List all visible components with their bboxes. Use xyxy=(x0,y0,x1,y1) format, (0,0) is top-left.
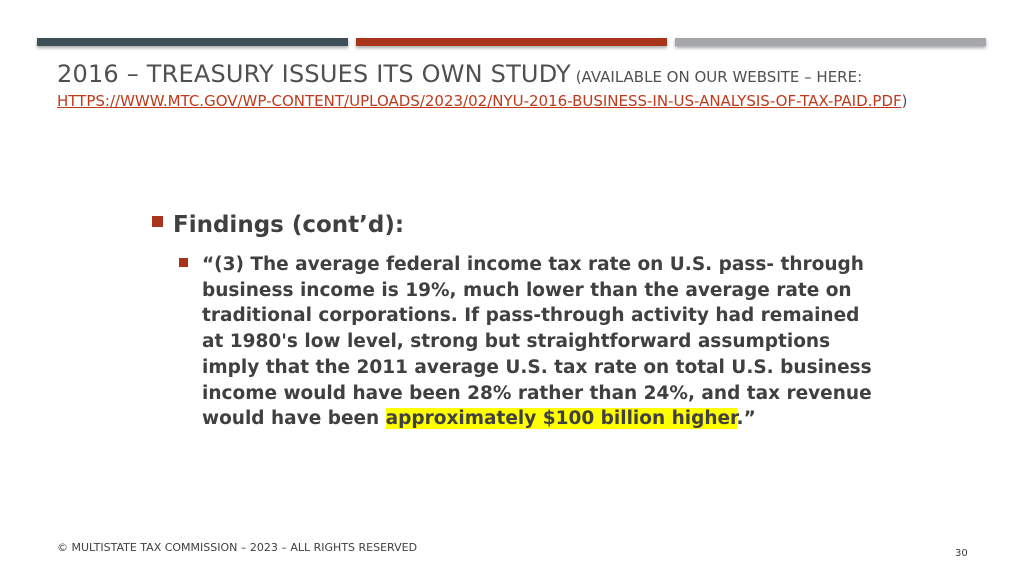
findings-heading: Findings (cont’d): xyxy=(173,212,405,238)
title-paren-open: (AVAILABLE ON OUR WEBSITE – HERE: xyxy=(570,68,863,86)
page-number: 30 xyxy=(955,548,968,559)
findings-quote xyxy=(202,252,882,432)
study-link[interactable]: HTTPS://WWW.MTC.GOV/WP-CONTENT/UPLOADS/2023/02/NYU-2016-BUSINESS-IN-US-ANALYSIS-OF-TAX-PAID.PDF xyxy=(57,92,902,110)
bullet-level-2 xyxy=(179,252,882,432)
accent-bar-gray xyxy=(675,38,986,46)
quote-end: .” xyxy=(736,408,756,430)
square-bullet-icon xyxy=(179,258,188,267)
accent-bar-dark xyxy=(37,38,348,46)
title-paren-close: ) xyxy=(901,92,908,110)
bullet-level-1 xyxy=(152,210,882,240)
slide-body xyxy=(152,210,882,432)
square-bullet-icon xyxy=(152,216,163,227)
footer-copyright: © MULTISTATE TAX COMMISSION – 2023 – ALL RIGHTS RESERVED xyxy=(57,541,418,554)
highlighted-text: approximately $100 billion higher xyxy=(385,408,737,430)
quote-text: “(3) The average federal income tax rate on U.S. pass- through business income is 19%, much lower than the average rate on traditional corporations. If pass-through activity had remained at 1980's low level, strong but straightforward assumptions imply that the 2011 average U.S. tax rate on total U.S. business income would have been 28% rather than 24%, and tax revenue would have been xyxy=(202,254,872,430)
accent-bar-red xyxy=(356,38,667,46)
slide-title-main: 2016 – TREASURY ISSUES ITS OWN STUDY xyxy=(57,60,571,88)
slide-title xyxy=(57,62,987,113)
